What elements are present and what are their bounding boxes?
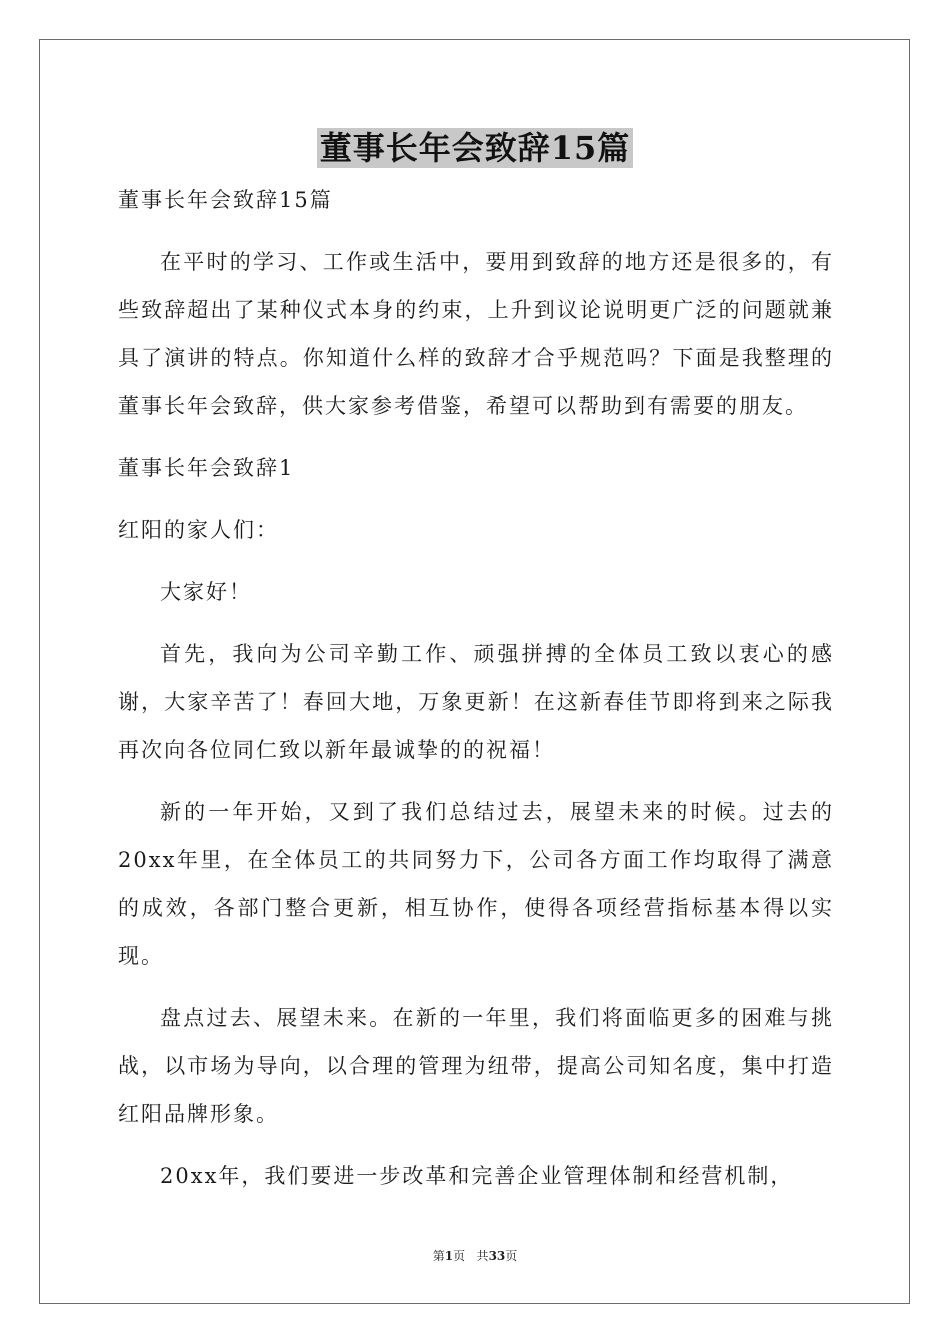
page-current: 1 [444, 1249, 454, 1263]
total-unit: 页 [505, 1249, 518, 1263]
paragraph: 董事长年会致辞15篇 [118, 188, 333, 212]
section-heading: 董事长年会致辞1 [118, 456, 295, 480]
salutation: 红阳的家人们： [118, 518, 279, 542]
paragraph: 在平时的学习、工作或生活中，要用到致辞的地方还是很多的，有些致辞超出了某种仪式本身的约束，上升到议论说明更广泛的问题就兼具了演讲的特点。你知道什么样的致辞才合乎规范吗？下面是我整理的董事长年会致辞，供大家参考借鉴，希望可以帮助到有需要的朋友。 [118, 250, 834, 418]
paragraph: 盘点过去、展望未来。在新的一年里，我们将面临更多的困难与挑战，以市场为导向，以合理的管理为纽带，提高公司知名度，集中打造红阳品牌形象。 [118, 1006, 834, 1126]
paragraph: 20xx年，我们要进一步改革和完善企业管理体制和经营机制， [160, 1164, 794, 1188]
title-container [0, 128, 950, 168]
page-prefix: 第 [432, 1249, 445, 1263]
total-prefix: 共 [476, 1249, 489, 1263]
paragraph: 首先，我向为公司辛勤工作、顽强拼搏的全体员工致以衷心的感谢，大家辛苦了！春回大地，万象更新！在这新春佳节即将到来之际我再次向各位同仁致以新年最诚挚的的祝福！ [118, 642, 834, 762]
document-title: 董事长年会致辞15篇 [317, 128, 634, 168]
paragraph: 新的一年开始，又到了我们总结过去，展望未来的时候。过去的20xx年里，在全体员工的共同努力下，公司各方面工作均取得了满意的成效，各部门整合更新，相互协作，使得各项经营指标基本得以实现。 [118, 800, 834, 968]
page-total: 33 [488, 1249, 506, 1263]
page-footer [0, 1247, 950, 1264]
paragraph: 大家好！ [160, 580, 252, 604]
page-unit: 页 [453, 1249, 466, 1263]
document-body [118, 176, 834, 1214]
